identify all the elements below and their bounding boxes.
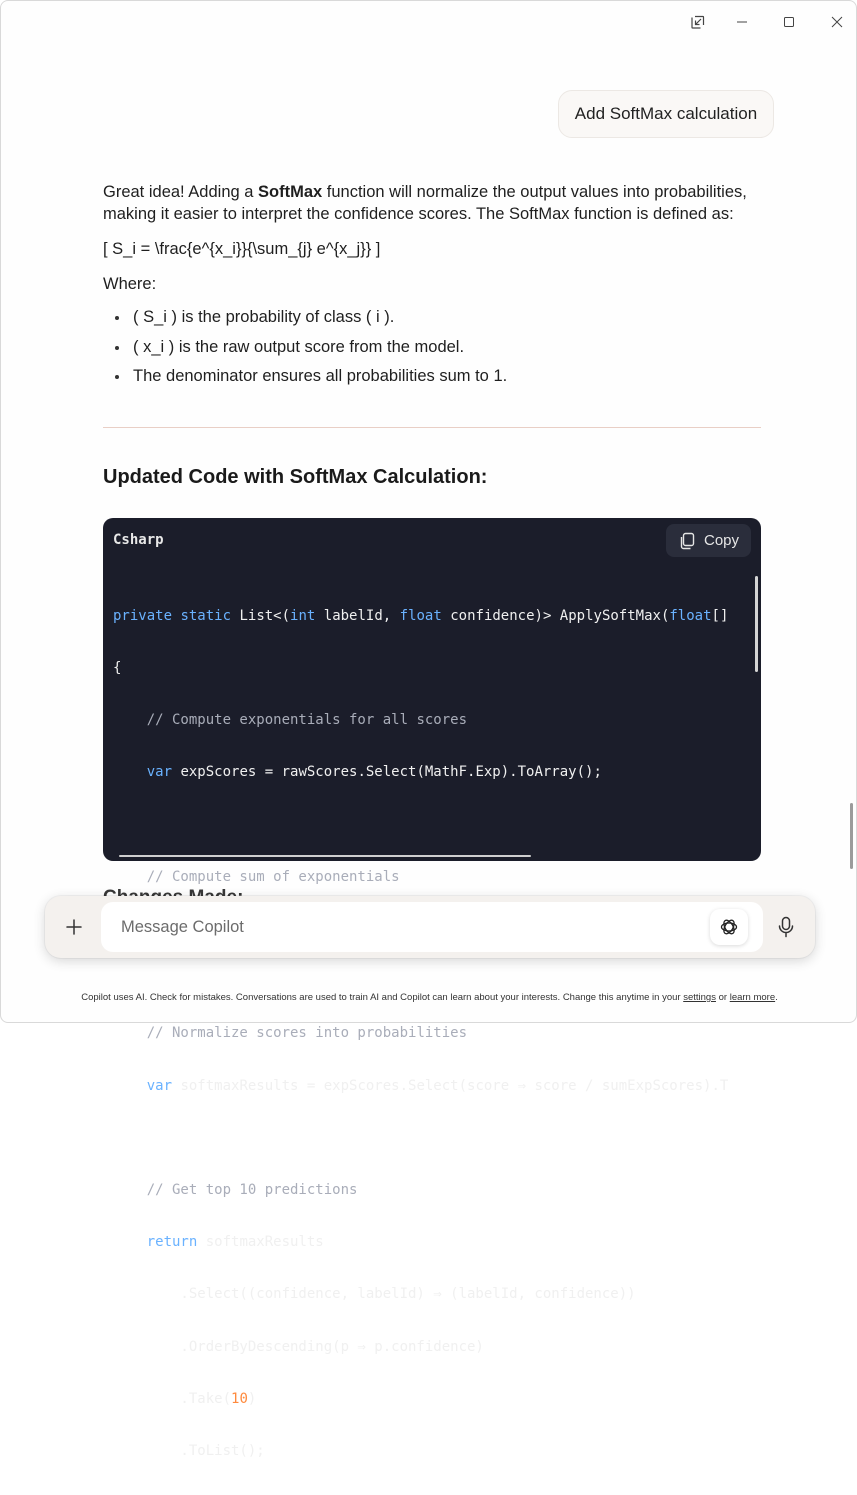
list-item: The denominator ensures all probabilities sum to 1. bbox=[103, 366, 763, 396]
code-line: .Take(10) bbox=[113, 1390, 257, 1407]
response-intro: Great idea! Adding a SoftMax function will normalize the output values into probabilities, making it easier to interpret the confidence scores. The SoftMax function is defined as: bbox=[103, 183, 747, 223]
copy-button[interactable] bbox=[666, 524, 751, 557]
composer bbox=[45, 896, 815, 958]
think-deeper-icon bbox=[719, 917, 739, 937]
definition-list bbox=[103, 307, 763, 396]
list-item: ( S_i ) is the probability of class ( i ). bbox=[103, 307, 763, 337]
code-horizontal-scrollbar[interactable] bbox=[119, 855, 531, 857]
minimize-button[interactable] bbox=[728, 9, 756, 35]
code-line: // Compute sum of exponentials bbox=[146, 868, 400, 885]
minimize-icon bbox=[736, 16, 748, 28]
code-line bbox=[113, 973, 753, 990]
popout-button[interactable] bbox=[684, 9, 712, 35]
microphone-icon bbox=[776, 916, 796, 938]
code-line: private static List<(int labelId, float confidence)> ApplySoftMax(float[] bbox=[113, 607, 729, 624]
code-line bbox=[113, 1130, 753, 1147]
maximize-icon bbox=[783, 16, 795, 28]
maximize-button[interactable] bbox=[775, 9, 803, 35]
add-attachment-button[interactable] bbox=[59, 912, 89, 942]
copy-label: Copy bbox=[703, 532, 740, 549]
code-line: // Compute exponentials for all scores bbox=[146, 712, 468, 729]
code-language-label: Csharp bbox=[113, 532, 164, 548]
disclaimer-footer: Copilot uses AI. Check for mistakes. Conversations are used to train AI and Copilot can learn about your interests. Change this anytime in your settings or learn more. bbox=[81, 992, 778, 1003]
code-line bbox=[113, 817, 753, 834]
assistant-response bbox=[103, 182, 763, 396]
settings-link[interactable]: settings bbox=[683, 992, 716, 1003]
popout-icon bbox=[690, 14, 706, 30]
code-line: var softmaxResults = expScores.Select(score ⇒ score / sumExpScores).T bbox=[146, 1077, 729, 1094]
user-message-bubble bbox=[558, 90, 774, 138]
code-line: return softmaxResults bbox=[146, 1234, 324, 1251]
microphone-button[interactable] bbox=[771, 912, 801, 942]
code-line: { bbox=[113, 660, 122, 677]
page-scrollbar[interactable] bbox=[850, 803, 853, 869]
copy-icon bbox=[678, 532, 696, 550]
user-message-text: Add SoftMax calculation bbox=[574, 104, 758, 123]
softmax-bold: SoftMax bbox=[258, 183, 323, 201]
close-icon bbox=[831, 16, 843, 28]
plus-icon bbox=[65, 918, 83, 936]
think-deeper-button[interactable] bbox=[710, 909, 748, 945]
code-line: .ToList(); bbox=[113, 1443, 265, 1460]
code-line: .OrderByDescending(p ⇒ p.confidence) bbox=[113, 1338, 484, 1355]
title-bar bbox=[1, 1, 856, 43]
where-label: Where: bbox=[103, 274, 157, 293]
section-heading: Updated Code with SoftMax Calculation: bbox=[103, 466, 488, 488]
code-line: var expScores = rawScores.Select(MathF.Exp).ToArray(); bbox=[146, 764, 602, 781]
code-line: // Get top 10 predictions bbox=[146, 1182, 358, 1199]
learn-more-link[interactable]: learn more bbox=[729, 992, 776, 1003]
message-input[interactable] bbox=[101, 902, 763, 952]
code-vertical-scrollbar[interactable] bbox=[755, 576, 758, 672]
code-line: .Select((confidence, labelId) ⇒ (labelId, confidence)) bbox=[113, 1286, 636, 1303]
softmax-formula: [ S_i = \frac{e^{x_i}}{\sum_{j} e^{x_j}} ] bbox=[103, 240, 381, 258]
close-button[interactable] bbox=[823, 9, 851, 35]
section-divider bbox=[103, 427, 761, 428]
list-item: ( x_i ) is the raw output score from the model. bbox=[103, 337, 763, 367]
code-line: // Normalize scores into probabilities bbox=[146, 1025, 468, 1042]
